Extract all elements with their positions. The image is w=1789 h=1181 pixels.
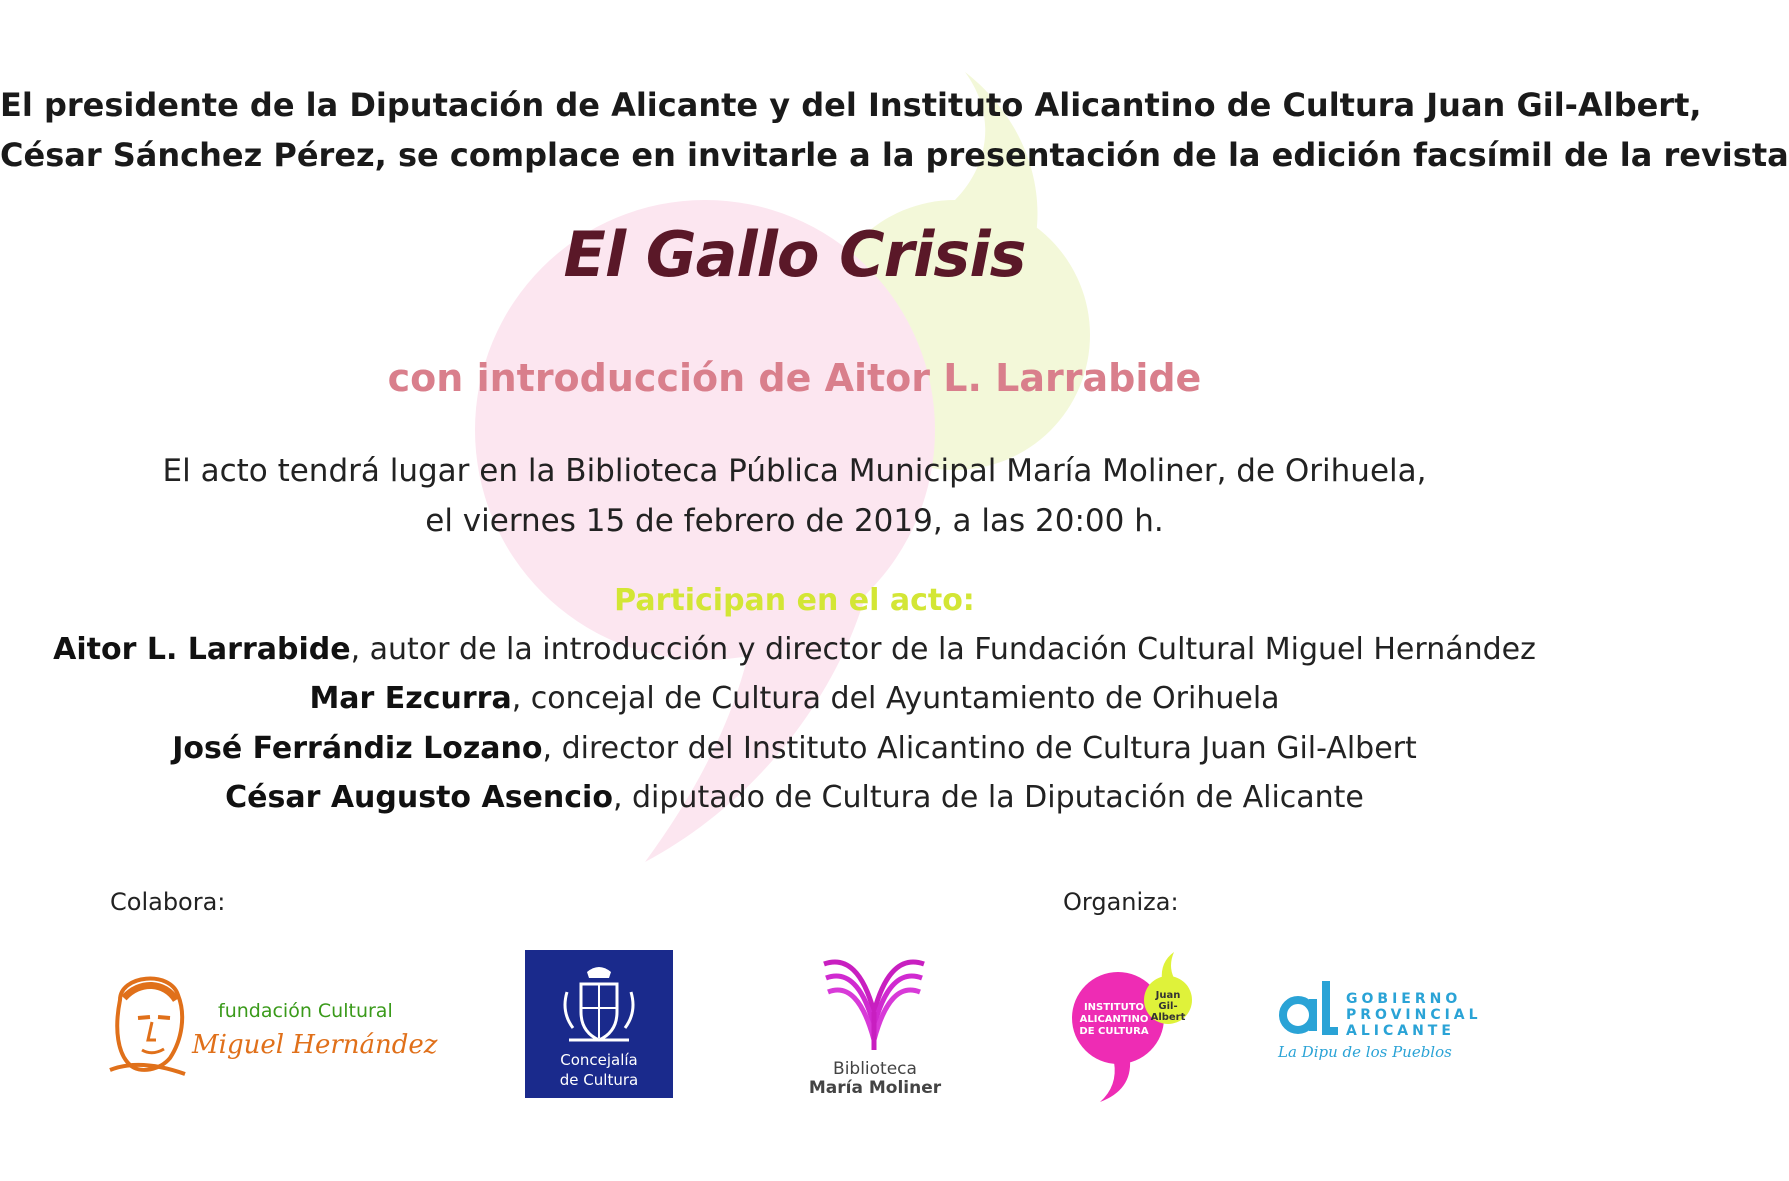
participant-name: Aitor L. Larrabide	[53, 632, 351, 667]
participant-role: , concejal de Cultura del Ayuntamiento de Orihuela	[511, 681, 1280, 716]
organiza-label: Organiza:	[1063, 888, 1179, 916]
concejalia-cultura-logo	[525, 950, 673, 1098]
biblioteca-line-1: Biblioteca	[833, 1059, 917, 1079]
gobierno-provincial-alicante-logo	[1278, 975, 1482, 1070]
gil-albert-juan: Juan	[1155, 990, 1181, 1001]
fch-text: fundación Cultural	[218, 1000, 393, 1022]
fundacion-miguel-hernandez-logo	[100, 970, 438, 1085]
gil-albert-name: Gil-Albert	[1150, 1001, 1186, 1023]
concejalia-line-2: de Cultura	[559, 1071, 639, 1089]
fch-signature: Miguel Hernández	[192, 1030, 438, 1060]
portrait-icon	[100, 970, 195, 1078]
event-subtitle: con introducción de Aitor L. Larrabide	[387, 356, 1202, 400]
biblioteca-line-2: María Moliner	[808, 1078, 942, 1098]
participants-heading: Participan en el acto:	[614, 583, 975, 618]
intro-line-1: El presidente de la Diputación de Alicante y del Instituto Alicantino de Cultura Juan Gil-Albert,	[0, 86, 1702, 124]
event-title: El Gallo Crisis	[563, 218, 1026, 291]
coat-of-arms-icon	[559, 962, 639, 1048]
dipu-al-icon	[1278, 977, 1340, 1039]
participant-name: César Augusto Asencio	[225, 780, 613, 815]
participant-2	[0, 681, 1589, 716]
intro-line-2: César Sánchez Pérez, se complace en invitarle a la presentación de la edición facsímil de la revista	[0, 136, 1789, 174]
gil-albert-line-1: INSTITUTO	[1083, 1002, 1145, 1013]
participant-name: Mar Ezcurra	[309, 681, 512, 716]
gobierno-tagline: La Dipu de los Pueblos	[1278, 1043, 1452, 1061]
participant-1	[0, 632, 1589, 667]
book-arches-icon	[818, 952, 930, 1052]
colabora-label: Colabora:	[110, 888, 226, 916]
gobierno-line-3: ALICANTE	[1346, 1023, 1455, 1039]
participant-role: , director del Instituto Alicantino de Cultura Juan Gil-Albert	[542, 731, 1417, 766]
gobierno-line-2: PROVINCIAL	[1346, 1007, 1482, 1023]
venue-line-1: El acto tendrá lugar en la Biblioteca Pública Municipal María Moliner, de Orihuela,	[162, 453, 1427, 489]
participant-role: , diputado de Cultura de la Diputación de Alicante	[612, 780, 1364, 815]
gil-albert-line-3: DE CULTURA	[1079, 1026, 1149, 1037]
biblioteca-line-2-wrap	[800, 1079, 950, 1098]
concejalia-line-1: Concejalía	[560, 1051, 638, 1069]
participant-name: José Ferrándiz Lozano	[172, 731, 543, 766]
venue-line-2: el viernes 15 de febrero de 2019, a las 20:00 h.	[425, 503, 1164, 539]
participant-4	[0, 780, 1589, 815]
gobierno-line-1: GOBIERNO	[1346, 991, 1462, 1007]
participant-3	[0, 731, 1589, 766]
gil-albert-line-2: ALICANTINO	[1079, 1014, 1149, 1025]
participant-role: , autor de la introducción y director de la Fundación Cultural Miguel Hernández	[350, 632, 1536, 667]
biblioteca-maria-moliner-logo	[800, 952, 950, 1100]
instituto-gil-albert-logo	[1070, 950, 1200, 1105]
